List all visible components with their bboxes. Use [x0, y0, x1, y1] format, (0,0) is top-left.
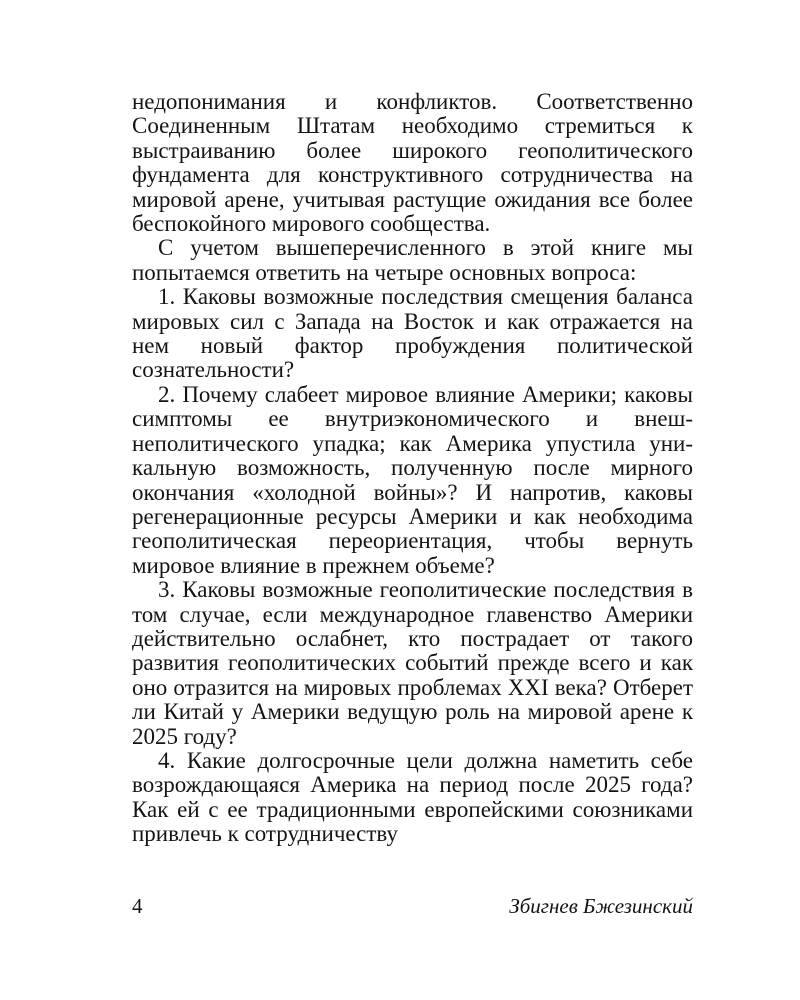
page-footer [132, 894, 693, 924]
body-text [132, 90, 693, 847]
paragraph-question-2: 2. Почему слабеет мировое влияние Америки; каковы симптомы ее внутриэкономического и внешнеполитического упадка; как Америка упустила уникальную возможность, полученную после мирного окончания «холодной войны»? И напротив, каковы регенерационные ресурсы Америки и как необходима геополитическая переориентация, чтобы вернуть мировое влияние в прежнем объеме? [132, 381, 693, 578]
running-head-author: Збигнев Бжезинский [509, 894, 693, 918]
paragraph-question-1: 1. Каковы возможные последствия смещения баланса мировых сил с Запада на Восток и как отражается на нем новый фактор пробуждения политической сознательности? [132, 284, 693, 383]
paragraph-intro-questions: С учетом вышеперечисленного в этой книге мы попытаемся ответить на четыре основных вопроса: [132, 235, 693, 285]
paragraph-question-3: 3. Каковы возможные геополитические последствия в том случае, если международное главенство Америки действительно ослабнет, кто пострадает от такого развития геополитических событий прежде всего и как оно отразится на мировых проблемах XXI века? Отберет ли Китай у Америки ведущую роль на мировой арене к 2025 году? [132, 577, 693, 749]
paragraph-continuation: недопонимания и конфликтов. Соответственно Соединенным Штатам необходимо стремиться к выстраиванию более широкого геополитического фундамента для конструктивного сотрудничества на мировой арене, учитывая растущие ожидания все более беспокойного мирового сообщества. [132, 89, 693, 237]
paragraph-question-4: 4. Какие долгосрочные цели должна наметить себе возрождающаяся Америка на период после 2025 года? Как ей с ее традиционными европейскими союзниками привлечь к сотрудничеству [132, 747, 693, 847]
page-number: 4 [132, 894, 143, 918]
